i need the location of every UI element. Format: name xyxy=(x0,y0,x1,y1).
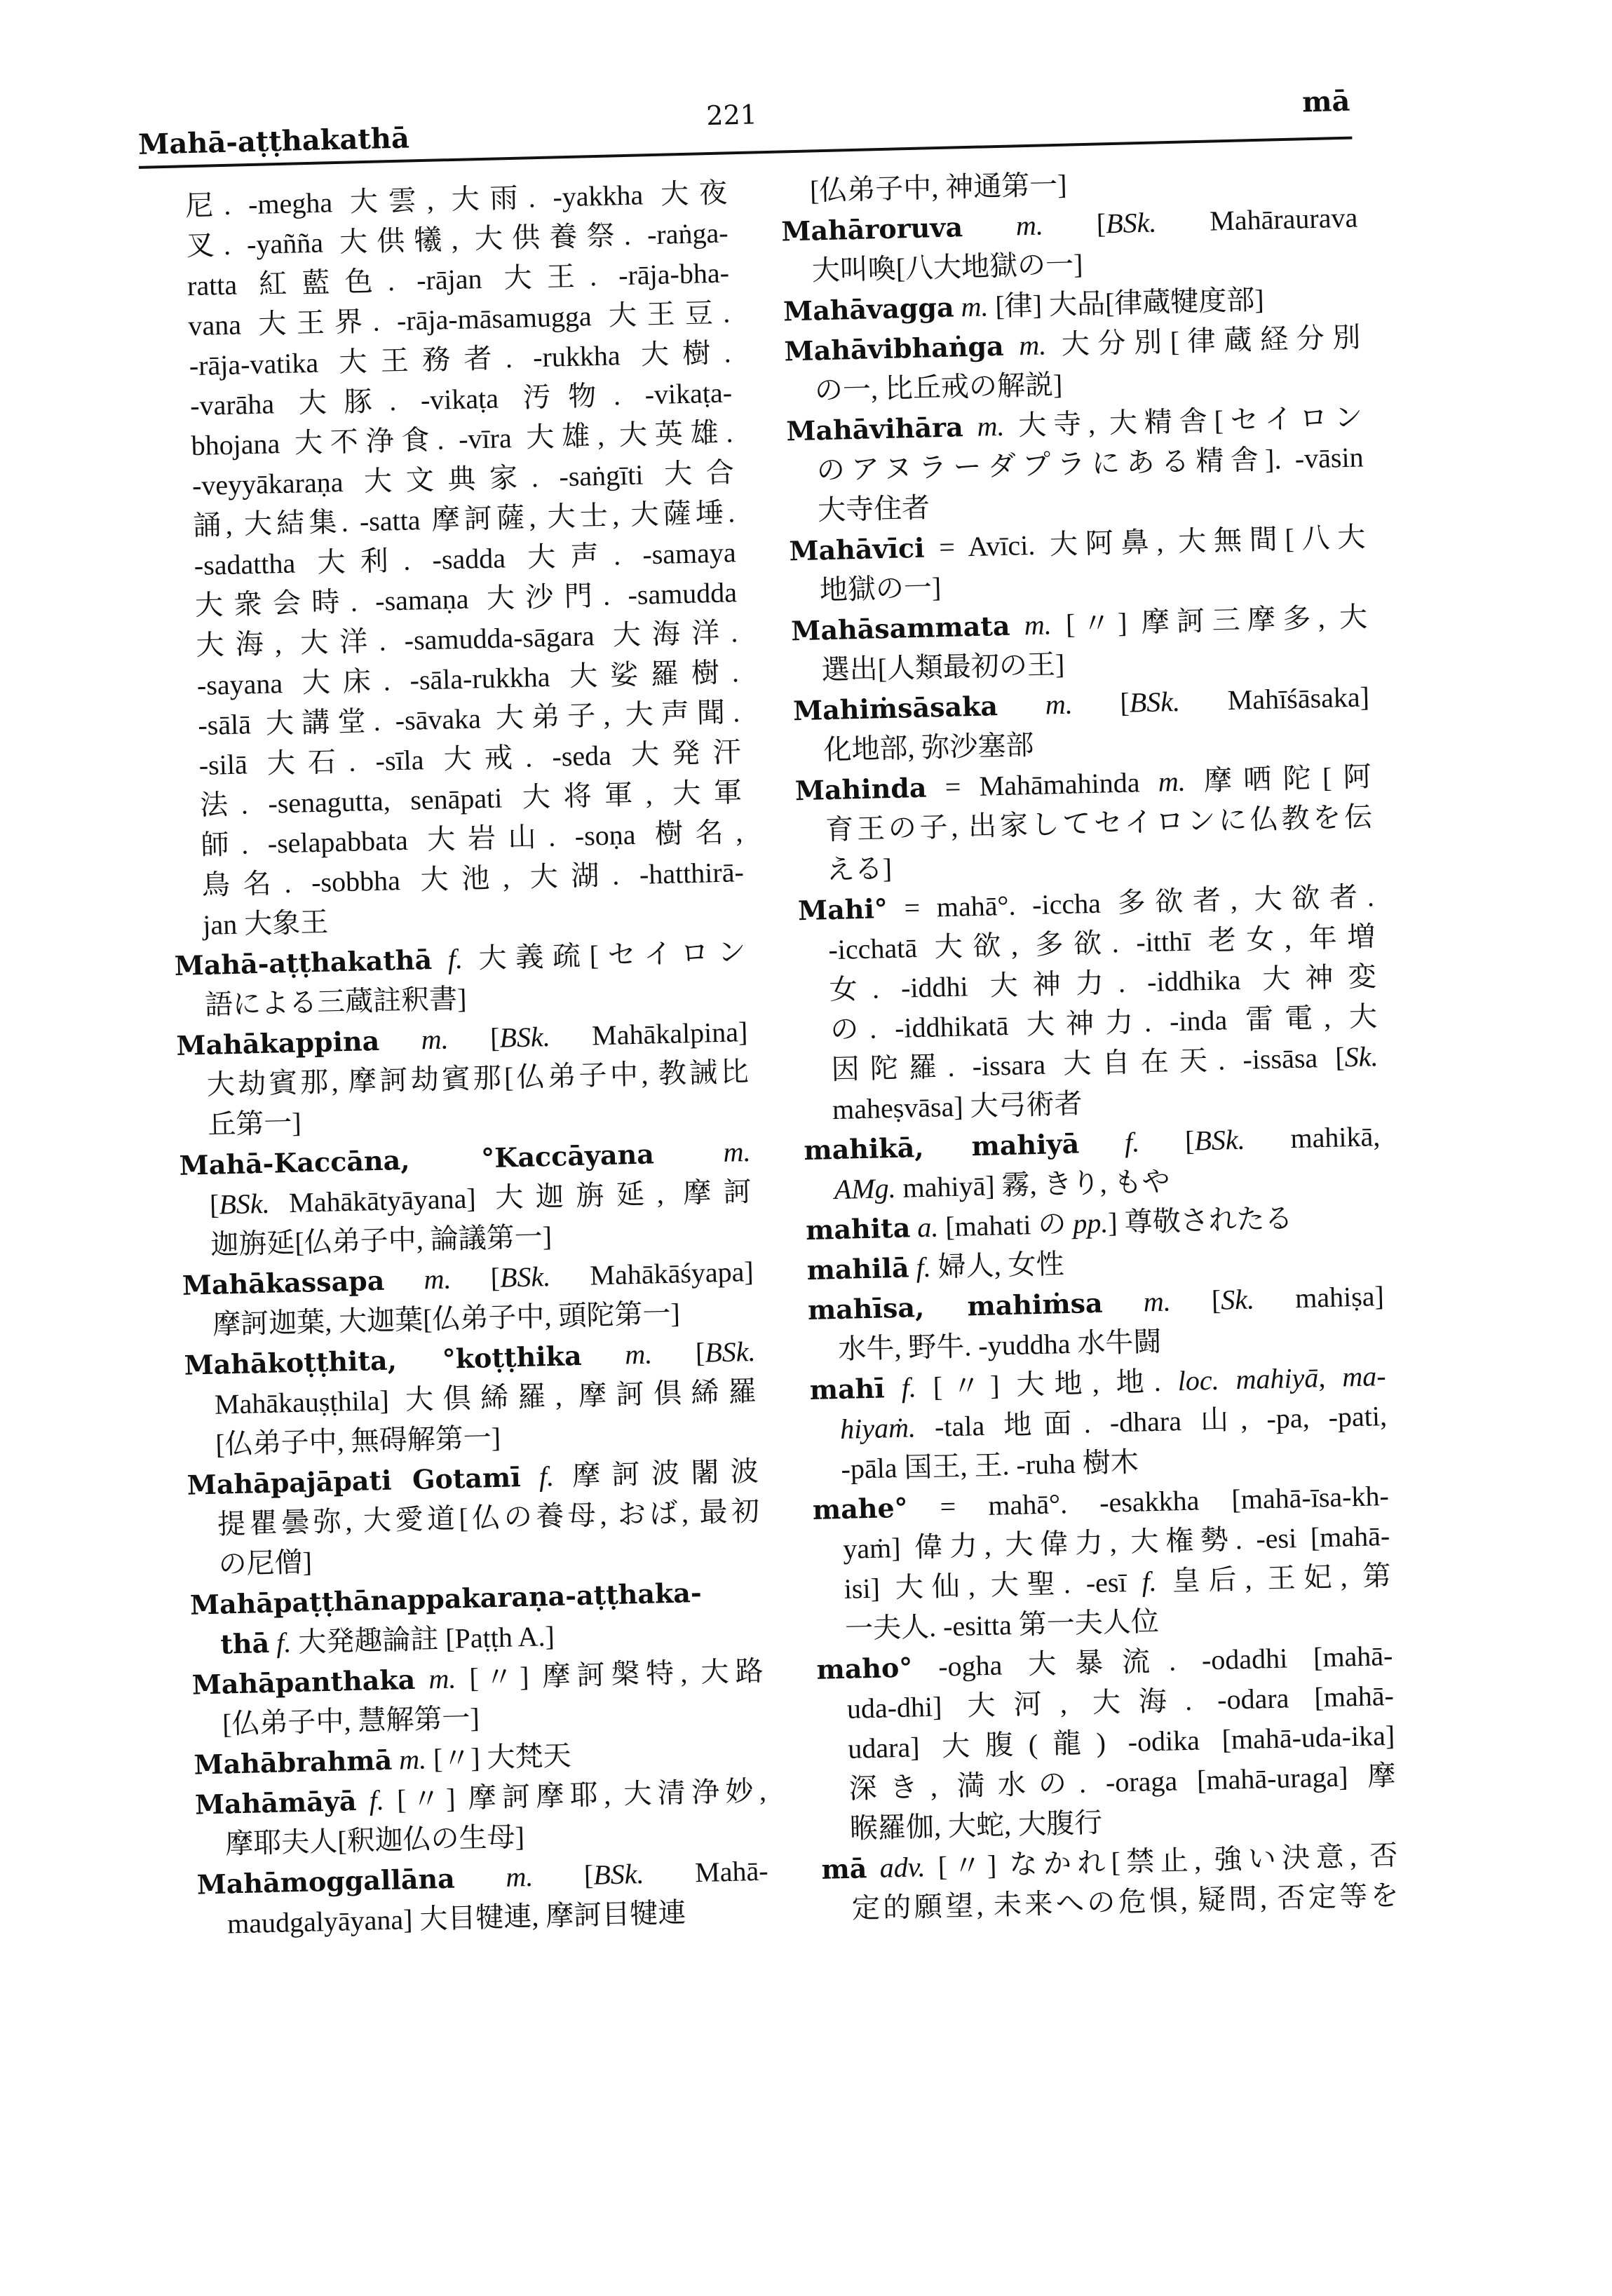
definition-text: 化地部, 弥沙塞部 xyxy=(822,728,1034,766)
grammar-label: m. xyxy=(384,1263,452,1296)
definition-text: 地獄の一] xyxy=(819,571,942,606)
definition-text: 大叫喚[八大地獄の一] xyxy=(811,248,1083,287)
grammar-label: BSk. xyxy=(704,1335,756,1368)
definition-text: 因陀羅. -issara 大自在天. -issāsa [ xyxy=(831,1041,1346,1086)
grammar-label: m. xyxy=(953,290,989,323)
grammar-label: m. xyxy=(653,1135,752,1170)
definition-text: 尼. -megha 大雲, 大雨. -yakkha 大夜 xyxy=(184,177,728,222)
grammar-label: AMg. xyxy=(834,1171,897,1206)
definition-text: [仏弟子中, 神通第一] xyxy=(809,168,1068,207)
headword: Mahāvibhaṅga xyxy=(784,330,1005,367)
definition-text: 大劫賓那, 摩訶劫賓那[仏弟子中, 教誡比 xyxy=(206,1056,750,1101)
definition-text: [ xyxy=(448,1021,501,1055)
definition-text: [ xyxy=(1043,208,1106,241)
headword: mahīsa, mahiṁsa xyxy=(807,1286,1104,1326)
dictionary-entry xyxy=(786,397,1365,531)
dictionary-entry xyxy=(816,1636,1397,1849)
definition-text: 大分別[律蔵経分別 xyxy=(1045,321,1361,361)
definition-text: = Avīci. 大阿鼻, 大無間[八大 xyxy=(923,521,1366,564)
dictionary-entry xyxy=(187,1451,761,1585)
headword: Mahi° xyxy=(797,892,888,927)
definition-text: [〃] なかれ[禁止, 強い決意, 否 xyxy=(924,1839,1398,1883)
definition-text: Mahākalpina] xyxy=(550,1016,748,1052)
definition-text: -icchatā 大欲, 多欲. -itthī 老女, 年増 xyxy=(827,921,1376,966)
definition-text: yaṁ] 偉力, 大偉力, 大権勢. -esi [mahā- xyxy=(842,1519,1390,1565)
definition-text: [ xyxy=(1170,1284,1221,1317)
grammar-label: Sk. xyxy=(1344,1040,1379,1073)
grammar-label: m. xyxy=(581,1338,653,1371)
dictionary-entry xyxy=(179,1132,753,1265)
dictionary-entry xyxy=(191,1651,765,1745)
definition-text: 婦人, 女性 xyxy=(930,1248,1065,1283)
grammar-label: BSk. xyxy=(1193,1123,1246,1157)
grammar-label: f. xyxy=(520,1460,555,1493)
dictionary-entry xyxy=(789,517,1367,611)
definition-text: 誦, 大結集. -satta 摩訶薩, 大士, 大薩埵. xyxy=(192,496,736,542)
grammar-label: f. xyxy=(1078,1126,1140,1160)
definition-text: 法. -senagutta, senāpati 大将軍, 大軍 xyxy=(199,776,743,822)
dictionary-entry xyxy=(791,597,1369,691)
headword: Mahāmoggallāna xyxy=(196,1862,456,1901)
definition-text: = mahā°. -esakkha [mahā-īsa-kh- xyxy=(907,1479,1390,1523)
dictionary-entry xyxy=(809,1356,1388,1490)
definition-text: -sadattha 大利. -sadda 大声. -samaya xyxy=(194,536,737,582)
definition-text: -sayana 大床. -sāla-rukkha 大娑羅樹. xyxy=(196,656,740,702)
dictionary-entry xyxy=(182,1251,755,1345)
grammar-label: m. xyxy=(454,1860,534,1894)
definition-text: mahiyā] 霧, きり, もや xyxy=(895,1165,1171,1204)
definition-text: の. -iddhikatā 大神力. -inda 雷電, 大 xyxy=(829,1000,1378,1046)
definition-text: udara] 大腹(龍) -odika [mahā-uda-ika] xyxy=(847,1719,1395,1765)
dictionary-entry xyxy=(807,1276,1386,1370)
definition-text: = Mahāmahinda xyxy=(926,766,1159,803)
headword: mahī xyxy=(809,1372,886,1406)
page-number: 221 xyxy=(705,99,758,132)
definition-text: Mahīśāsaka] xyxy=(1179,681,1370,717)
definition-text: 師. -selapabbata 大岩山. -soṇa 樹名, xyxy=(200,816,743,862)
grammar-label: f. xyxy=(908,1251,932,1284)
dictionary-entry xyxy=(804,1116,1382,1210)
definition-text: 水牛, 野牛. -yuddha 水牛闘 xyxy=(837,1325,1162,1366)
definition-text: -sālā 大講堂. -sāvaka 大弟子, 大声聞. xyxy=(197,696,740,742)
headword: Mahāpajāpati Gotamī xyxy=(187,1461,522,1501)
headword: Mahāvīci xyxy=(788,531,926,567)
definition-text: [mahati の xyxy=(937,1207,1073,1243)
dictionary-entry xyxy=(812,1476,1392,1650)
definition-text: 定的願望, 未来への危惧, 疑問, 否定等を xyxy=(851,1879,1400,1924)
definition-text: 大義疏[セイロン xyxy=(462,936,747,974)
definition-text: 摩耶夫人[釈迦仏の生母] xyxy=(224,1821,525,1860)
dictionary-entry xyxy=(794,756,1374,890)
definition-text: のアヌラーダプラにある精舎]. -vāsin xyxy=(816,441,1364,487)
dictionary-entry xyxy=(781,197,1360,291)
dictionary-entry xyxy=(189,1571,763,1665)
definition-text: 叉. -yañña 大供犧, 大供養祭. -raṅga- xyxy=(186,217,729,262)
definition-text: 女. -iddhi 大神力. -iddhika 大神変 xyxy=(829,960,1377,1006)
definition-text: maudgalyāyana] 大目犍連, 摩訶目犍連 xyxy=(226,1896,686,1940)
headword: Mahāmāyā xyxy=(194,1785,357,1821)
dictionary-entry xyxy=(784,317,1362,411)
running-head-left: Mahā-aṭṭhakathā xyxy=(137,121,410,161)
grammar-label: m. xyxy=(391,1743,427,1776)
definition-text: [〃] 大地, 地. xyxy=(916,1365,1179,1404)
definition-text: [ xyxy=(651,1336,705,1370)
headword: mā xyxy=(820,1852,867,1885)
left-column xyxy=(156,172,770,1944)
grammar-label: m. xyxy=(962,209,1044,243)
headword: thā xyxy=(219,1626,270,1660)
right-column xyxy=(780,157,1399,1929)
definition-text: 語による三蔵註釈書] xyxy=(204,982,467,1021)
dictionary-entry xyxy=(184,1331,758,1465)
definition-text: isi] 大仙, 大聖. -esī xyxy=(844,1565,1143,1605)
grammar-label: BSk. xyxy=(592,1858,645,1891)
definition-text: [〃] 大梵天 xyxy=(426,1739,572,1775)
definition-text: [仏弟子中, 慧解第一] xyxy=(222,1701,480,1740)
headword: mahe° xyxy=(812,1491,909,1526)
definition-text: 一夫人. -esitta 第一夫人位 xyxy=(844,1605,1160,1645)
definition-text: 大寺住者 xyxy=(817,491,930,527)
grammar-label: m. xyxy=(1009,609,1052,641)
dictionary-entry xyxy=(797,876,1379,1130)
definition-text: mahiṣa] xyxy=(1254,1279,1385,1315)
definition-text: -pāla 国王, 王. -ruha 樹木 xyxy=(841,1446,1139,1485)
grammar-label: m. xyxy=(414,1662,456,1695)
definition-text: [ xyxy=(209,1188,219,1221)
definition-text: 鳥名. -sobbha 大池, 大湖. -hatthirā- xyxy=(201,856,745,901)
grammar-label: m. xyxy=(997,688,1073,722)
grammar-label: f. xyxy=(431,942,463,975)
definition-text: -silā 大石. -sīla 大戒. -seda 大発汗 xyxy=(198,736,742,782)
definition-text: -rāja-vatika 大王務者. -rukkha 大樹. xyxy=(189,337,732,382)
definition-text: の尼僧] xyxy=(218,1546,313,1580)
headword: Mahākassapa xyxy=(182,1264,385,1301)
headword: maho° xyxy=(815,1651,913,1685)
grammar-label: f. xyxy=(1141,1565,1158,1598)
dictionary-entry xyxy=(792,677,1371,770)
definition-text: える] xyxy=(826,852,893,886)
headword: mahilā xyxy=(806,1251,910,1286)
dictionary-entry xyxy=(174,932,747,1026)
definition-text: [ xyxy=(532,1859,594,1892)
headword: Mahāvihāra xyxy=(785,411,964,447)
definition-text: jan 大象王 xyxy=(202,906,329,941)
grammar-label: m. xyxy=(1102,1285,1172,1319)
grammar-label: Sk. xyxy=(1220,1283,1255,1316)
definition-text: 選出[人類最初の王] xyxy=(821,648,1065,686)
definition-text: Mahā- xyxy=(643,1854,769,1890)
definition-text: Mahākauṣṭhila] 大倶絺羅, 摩訶倶絺羅 xyxy=(214,1375,757,1420)
grammar-label: f. xyxy=(884,1371,917,1404)
definition-text: 大衆会時. -samaṇa 大沙門. -samudda xyxy=(194,576,738,622)
definition-text: 大発趣論註 [Paṭṭh A.] xyxy=(290,1620,555,1659)
definition-text: 大海, 大洋. -samudda-sāgara 大海洋. xyxy=(196,616,738,662)
headword: Mahāpanthaka xyxy=(191,1663,416,1701)
grammar-label: m. xyxy=(963,409,1005,443)
headword: Mahāpaṭṭhānappakaraṇa-aṭṭhaka- xyxy=(189,1576,703,1621)
definition-text: 摩哂陀[阿 xyxy=(1185,761,1372,797)
grammar-label: BSk. xyxy=(1105,206,1157,240)
headword: Mahābrahmā xyxy=(194,1744,393,1781)
grammar-label: f. xyxy=(355,1784,385,1816)
definition-text: mahikā, xyxy=(1245,1120,1381,1155)
definition-text: bhojana 大不浄食. -vīra 大雄, 大英雄. xyxy=(191,416,733,462)
headword: mahikā, mahiyā xyxy=(803,1127,1080,1167)
definition-text: 皇后, 王妃, 第 xyxy=(1156,1559,1392,1598)
grammar-label: loc. mahiyā, ma- xyxy=(1177,1359,1387,1397)
running-head-right: mā xyxy=(1301,84,1350,119)
definition-text: vana 大王界. -rāja-māsamugga 大王豆. xyxy=(187,297,731,342)
grammar-label: f. xyxy=(269,1626,292,1659)
dictionary-entry xyxy=(196,1851,770,1945)
definition-text: -veyyākaraṇa 大文典家. -saṅgīti 大合 xyxy=(191,456,735,502)
definition-text: の一, 比丘戒の解説] xyxy=(814,368,1063,407)
definition-text: Mahākāśyapa] xyxy=(550,1255,754,1293)
grammar-label: m. xyxy=(1003,329,1047,362)
definition-text: -varāha 大豚. -vikaṭa 汚物. -vikaṭa- xyxy=(189,376,733,422)
definition-text: 摩訶迦葉, 大迦葉[仏弟子中, 頭陀第一] xyxy=(212,1297,681,1340)
definition-text: Mahākātyāyana] 大迦旃延, 摩訶 xyxy=(269,1175,752,1219)
definition-text: uda-dhi] 大河, 大海. -odara [mahā- xyxy=(846,1679,1395,1725)
grammar-label: a. xyxy=(909,1211,939,1244)
headword: Mahā-Kaccāna, °Kaccāyana xyxy=(179,1138,655,1181)
definition-text: [ xyxy=(1072,686,1130,720)
definition-text: [〃] 摩訶槃特, 大路 xyxy=(455,1655,764,1694)
definition-text: [仏弟子中, 無碍解第一] xyxy=(215,1421,501,1460)
definition-text: -tala 地面. -dhara 山, -pa, -pati, xyxy=(915,1399,1388,1444)
dictionary-entry xyxy=(821,1835,1400,1929)
definition-text: [ xyxy=(450,1261,501,1295)
definition-text: ] 尊敬されたる xyxy=(1107,1202,1294,1239)
headword: Mahāroruva xyxy=(780,211,963,247)
definition-text: ratta 紅藍色. -rājan 大王. -rāja-bha- xyxy=(187,257,730,302)
headword: Mahāsammata xyxy=(790,609,1010,647)
definition-text: Mahāraurava xyxy=(1156,201,1358,238)
headword: mahita xyxy=(805,1211,911,1247)
grammar-label: pp. xyxy=(1072,1207,1109,1239)
grammar-label: hiyaṁ. xyxy=(839,1411,916,1445)
definition-text: 提瞿曇弥, 大愛道[仏の養母, おば, 最初 xyxy=(217,1495,760,1540)
definition-text: 育王の子, 出家してセイロンに仏教を伝 xyxy=(825,801,1373,846)
headword: Mahiṁsāsaka xyxy=(792,690,998,727)
definition-text: = mahā°. -iccha 多欲者, 大欲者. xyxy=(887,881,1375,925)
headword: Mahā-aṭṭhakathā xyxy=(174,944,433,981)
dictionary-entry xyxy=(176,1012,750,1146)
grammar-label: m. xyxy=(1158,765,1186,798)
definition-text: [ xyxy=(1139,1125,1195,1158)
headword: Mahāvagga xyxy=(783,291,955,327)
definition-text: 丘第一] xyxy=(207,1106,302,1141)
grammar-label: BSk. xyxy=(1129,685,1181,719)
definition-text: 大寺, 大精舎[セイロン xyxy=(1003,401,1363,442)
grammar-label: BSk. xyxy=(218,1187,271,1221)
definition-text: [〃] 摩訶三摩多, 大 xyxy=(1051,601,1368,641)
definition-text: [〃] 摩訶摩耶, 大清浄妙, xyxy=(384,1774,767,1816)
definition-text: 睺羅伽, 大蛇, 大腹行 xyxy=(849,1807,1103,1845)
grammar-label: BSk. xyxy=(499,1261,551,1293)
definition-text: 摩訶波闍波 xyxy=(553,1455,759,1492)
definition-text: maheṣvāsa] 大弓術者 xyxy=(832,1087,1083,1126)
entry-continuation xyxy=(156,172,745,946)
definition-text: 迦旃延[仏弟子中, 論議第一] xyxy=(210,1220,553,1261)
headword: Mahākoṭṭhita, °koṭṭhika xyxy=(184,1339,583,1381)
definition-text: -ogha 大暴流. -odadhi [mahā- xyxy=(912,1639,1393,1683)
headword: Mahākappina xyxy=(175,1024,380,1061)
headword: Mahinda xyxy=(794,771,927,807)
grammar-label: m. xyxy=(379,1023,449,1057)
dictionary-entry xyxy=(194,1771,768,1865)
grammar-label: adv. xyxy=(866,1851,926,1884)
definition-text: [律] 大品[律蔵犍度部] xyxy=(987,283,1265,322)
definition-text: 深き, 満水の. -oraga [mahā-uraga] 摩 xyxy=(848,1759,1397,1805)
grammar-label: BSk. xyxy=(499,1020,551,1054)
